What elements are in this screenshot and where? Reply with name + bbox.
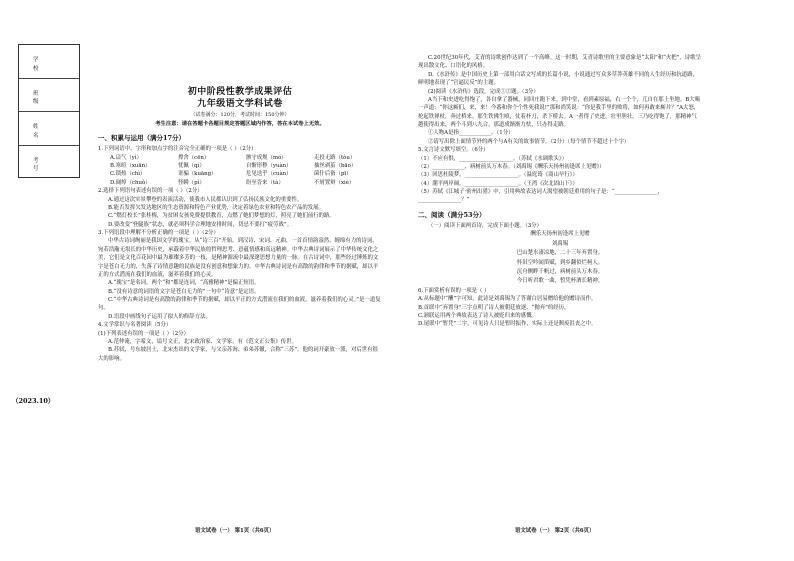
q5-item: （1）不应有恨，____________________。（苏轼《水调歌头》） xyxy=(418,155,567,162)
exam-notice: 考生注意：请在答题卡各题目规定答题区域内作答，答在本试卷上无效。 xyxy=(155,121,325,128)
poem-line: 沉舟侧畔千帆过，病树前头万木春。 xyxy=(516,269,604,275)
q6-option-b: B.首联中“弃置身”三字点明了诗人被朝廷放逐、“抛弃”的经历。 xyxy=(418,304,570,311)
q5-item: （3）回思杜陵梦，____________________。（温庭筠《商山早行》） xyxy=(418,172,578,179)
q6-option-a: A.从标题中“酬”字可知，此诗是刘禹锡为了答谢白居易赠给他的赠诗而作。 xyxy=(418,296,597,303)
section-2-heading: 二、阅读（满分53分） xyxy=(418,210,486,219)
q3-option-a: A.“瑰宝”是名词，两个“和”都是连词，“高雅精神”是偏正短语。 xyxy=(108,280,260,287)
poem-title: 酬乐天扬州初逢席上见赠 xyxy=(530,231,590,238)
exam-info: （试卷满分：120分，考试时间：150分钟） xyxy=(190,112,290,119)
question-3: 3.下列语段中理解不分析正确的一项是（ ）（2分） xyxy=(98,230,219,237)
question-2: 2.选择下列语句表述有误的一项（ ）（2分） xyxy=(98,188,203,195)
q4-option-a: A.范仲淹，字希文，谥号文正，北宋政治家、文学家，有《范文正公集》传世。 xyxy=(108,338,297,345)
q6-option-d: D.尾联中“暂凭”二字，可见诗人只是暂时振作，实际上还是颓废沮丧之中。 xyxy=(418,321,597,328)
q1-options-row: D.阔绰（chuò） 怪瞬（pì） 纷至沓来（tà） 不屑置辩（xiè） xyxy=(110,179,355,186)
shuihu-passage: A当下和史进吃得饱了，各自拿了器械，同回庄跑下来。到中堂，看到素原福，右一个个，兀自在那上坐地。B大喝一声道：“你这厮们，来，来！今番和你个个性死我说!”那和尚笑说：“你是我手里的败将，如何再敢来厮并？”A大怒，抡起铁禅杖，奔过桥来。那生铁佛生嗔，仗着朴刀，杀下桥去。A一者得了史进，壮里胆壮，三乃吃得饱了，那精神气越使得出来，两个斗到八九合，那道成渐渐力怯，只办得走路。 xyxy=(418,96,700,128)
q4-option-c: C.20世纪30年代，艾青的诗歌创作达到了一个高峰。这一时期，艾青诗歌里的主要意象是“太阳”和“火把”，诗歌呈现出散文化、口语化的风格。 xyxy=(418,55,701,70)
name-field[interactable]: 姓 名 xyxy=(19,112,79,146)
q2-option-b: B.能否发挥欠发达地区的生态资源和特色产业优势，决定着绿色农业和特色农产品的发展。 xyxy=(108,204,324,211)
exam-number-field[interactable]: 考 号 xyxy=(33,157,52,173)
reading-1-intro: （一）阅读下面两首诗，完成下面小题。（3分） xyxy=(428,222,542,229)
class-field[interactable]: 班 级 xyxy=(19,79,79,113)
question-5: 5.文言诗文默写填空。（6分） xyxy=(418,147,489,154)
q3-passage: 中华古诗词绚丽是我国文学的瑰宝。从“诗三百”开始，到汉诗、宋词、元曲，一首首情韵盎然、缠绵有力的诗词，宛若浩瀚无垠长的中华历史，承载着中华民族的哲理思考、意蕴情感和高远精神。中华古典诗词展示了中华传统文化之美，它们是文化百花园中最为璀璨多芳的一枝，是精神源流中最深邃思想力量的一脉。在古诗词中，那些经过锤炼的文字是苍白无力的，失落了诗情意趣的民族是没有创意和想象力的。中华古典诗词是有高散的韵律和季节的据赋，却以平正的方式潜流在我们的血液，滋养着我们的心灵。 xyxy=(98,238,379,278)
q4-2-part-1: ①人物A是指____________。（1分） xyxy=(428,130,514,137)
q1-options-row: C.锁热（chì） 诓骗（kuāng） 危见迭乎（cuàn） 菌什后备（pī） xyxy=(110,171,352,178)
exam-title-1: 初中阶段性教学成果评估 xyxy=(187,87,293,97)
poem-line: 巴山楚水凄凉地，二十三年弃置身。 xyxy=(516,250,604,257)
q6-option-c: C.颔联运用两个典故表达了诗人被贬归来的感慨。 xyxy=(418,313,537,320)
q1-options-row: A.谙气（yì） 撑舍（cēn） 骸守成规（mó） 走投无路（tòu） xyxy=(110,154,356,161)
page-1-column xyxy=(98,0,382,561)
question-6: 6.下面赏析有误的一项是（ ） xyxy=(418,287,490,294)
school-field[interactable]: 学 校 xyxy=(19,45,79,79)
q2-option-c: C.“燃灯校长”张桂梅，为贫困女孩免费提供教育，点燃了她们梦想的灯，照亮了她们前行的路。 xyxy=(108,213,335,220)
q1-options-row: B.寒暄（xuān） 忧佩（qí） 自惭形秽（yuàn） 抽丝剥茧（bāo） xyxy=(110,163,357,170)
q5-item: （4）潮平两岸阔，____________________。（王湾《次北固山下》） xyxy=(418,180,578,187)
q5-item: （2）____________，病树前头万木春。（刘禹锡《酬乐天扬州初逢席上见赠》） xyxy=(418,163,605,170)
exam-title-2: 九年级语文学科试卷 xyxy=(197,99,283,110)
q4-2-part-2: ②请写出除上面情节外的两个与A有关的故事情节。（2分）（每个情节不超过十个字） xyxy=(428,138,630,145)
q5-item: （5）苏轼《江城子·密州出猎》中，引用典故表达词人渴望被朝廷重用的句子是：“________________，________________？” xyxy=(418,189,664,204)
q3-option-b: B.“没有诗意的词语的文字是苍白无力的”一句中“诗意”是定语。 xyxy=(108,288,260,295)
question-4-2: (2)阅读《水浒传》选段，完成①②题。（3分） xyxy=(428,88,539,95)
q3-option-c: C.“中华古典诗词是有高散的韵律和季节的据赋，却以平正的方式潜流在我们的血液，滋养着我们的心灵。”是一道复句。 xyxy=(98,297,381,312)
page-1-footer: 语文试卷（一） 第1页（共6页） xyxy=(195,528,275,534)
q4-option-d: D.《水浒传》是中国历史上第一部用白话文写成的长篇小说，小说通过写众多草莽英雄不同的人生经历和抗道路，鲜明地表现了“官逼民反”的主题。 xyxy=(418,71,698,87)
poem-author: 刘禹锡 xyxy=(551,240,569,247)
question-4: 4.文学常识与名著阅读（5分） xyxy=(98,322,172,329)
question-4-1: (1)下列表述有误的一项是（ ）（2分） xyxy=(98,330,189,337)
q3-option-d: D.语段中画线句子运用了拟人的修辞方法。 xyxy=(108,313,211,320)
q2-option-a: A.通过这次实景攀登的表演活动，使我市人民都认识到了弘扬民族文化的重要性。 xyxy=(108,196,303,203)
student-info-box xyxy=(18,44,80,178)
page-2-footer: 语文试卷（一） 第2页（共6页） xyxy=(515,528,595,534)
page-2-column xyxy=(418,0,702,561)
section-1-heading: 一、积累与运用（满分17分） xyxy=(98,134,186,143)
q4-option-b: B.苏轼，号东坡居士，北宋杰出的文学家，与父亲苏洵、弟弟苏辙，合称“三苏”，他的词开豪放一派，对后世有很大的影响。 xyxy=(98,347,378,362)
poem-line: 怀旧空吟闻笛赋，到乡翻似烂柯人。 xyxy=(516,259,604,266)
poem xyxy=(418,230,702,287)
exam-date: （2023.10） xyxy=(12,397,55,405)
left-binding-strip xyxy=(0,0,86,561)
poem-line: 今日听君歌一曲，暂凭杯酒长精神。 xyxy=(516,278,604,285)
question-1: 1.下列词语中，字形和加点字的注音完全正确的一项是（ ）（2分） xyxy=(98,146,257,153)
q2-option-d: D.要改变“登腿族”状态，就必须科学合理地安排时间，切忌不要打“疲劳战”。 xyxy=(108,221,292,228)
